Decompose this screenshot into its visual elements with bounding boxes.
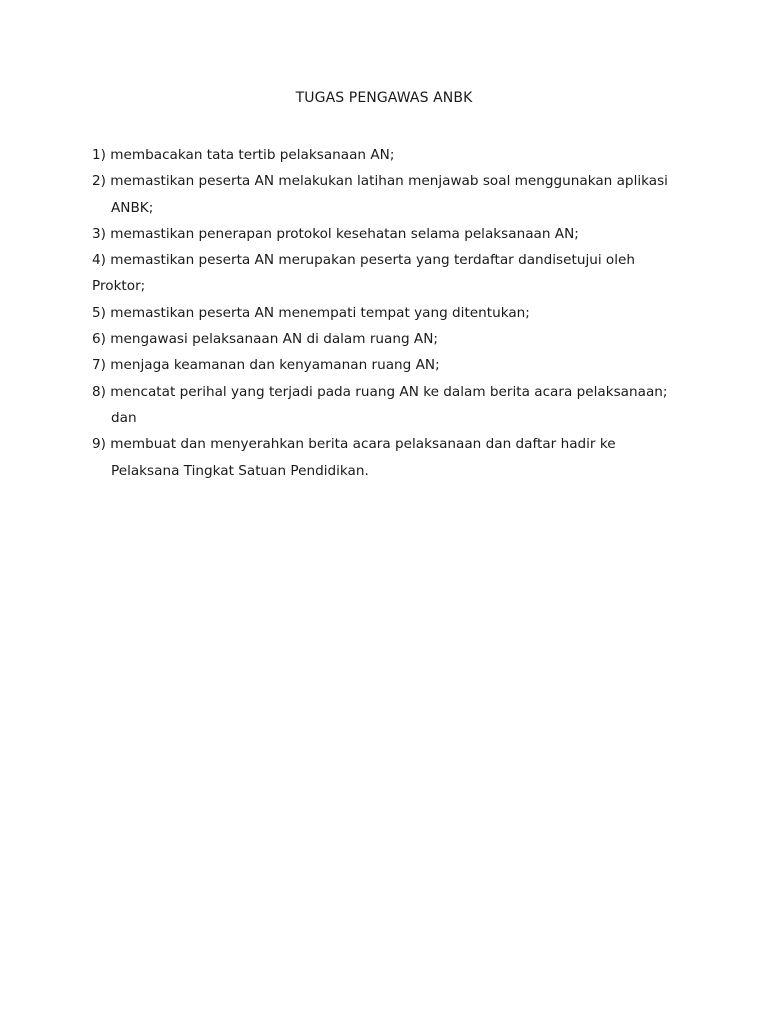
list-item-line: 1) membacakan tata tertib pelaksanaan AN;	[92, 147, 395, 163]
list-item	[92, 221, 692, 247]
list-item-line: 9) membuat dan menyerahkan berita acara pelaksanaan dan daftar hadir ke	[92, 436, 616, 453]
list-item	[92, 431, 692, 484]
task-list	[92, 142, 692, 484]
list-item-line: 7) menjaga keamanan dan kenyamanan ruang AN;	[92, 357, 440, 374]
list-item-line: 3) memastikan penerapan protokol kesehatan selama pelaksanaan AN;	[92, 225, 579, 242]
list-item	[92, 300, 692, 326]
list-item	[92, 379, 692, 432]
list-item-line: 6) mengawasi pelaksanaan AN di dalam ruang AN;	[92, 331, 438, 348]
list-item-continuation: ANBK;	[111, 199, 154, 216]
list-item	[92, 352, 692, 378]
list-item	[92, 168, 692, 221]
document-title: TUGAS PENGAWAS ANBK	[295, 90, 473, 106]
list-item-line: 4) memastikan peserta AN merupakan peserta yang terdaftar dandisetujui oleh	[92, 252, 636, 269]
list-item-continuation: Proktor;	[92, 278, 146, 295]
list-item-continuation: Pelaksana Tingkat Satuan Pendidikan.	[111, 462, 369, 479]
list-item-line: 2) memastikan peserta AN melakukan latihan menjawab soal menggunakan aplikasi	[92, 173, 668, 190]
list-item-line: 5) memastikan peserta AN menempati tempat yang ditentukan;	[92, 304, 530, 321]
list-item	[92, 142, 692, 168]
list-item	[92, 247, 692, 300]
list-item-line: 8) mencatat perihal yang terjadi pada ruang AN ke dalam berita acara pelaksanaan;	[92, 383, 668, 400]
list-item-continuation: dan	[111, 409, 137, 426]
list-item	[92, 326, 692, 352]
